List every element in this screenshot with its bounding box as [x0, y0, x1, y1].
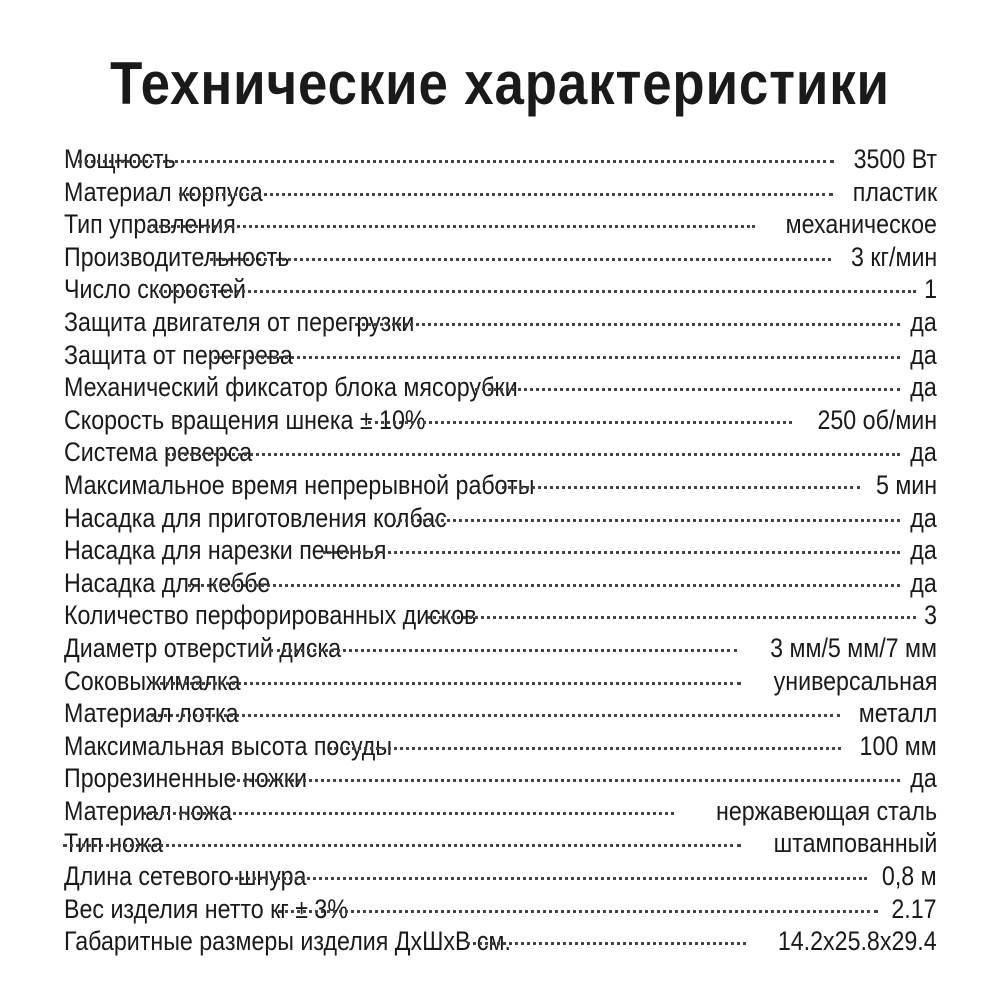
spec-row	[64, 860, 937, 893]
dot-leader	[323, 551, 901, 554]
spec-list	[64, 143, 937, 958]
spec-value: да	[910, 372, 937, 403]
dot-leader	[179, 193, 833, 196]
spec-row	[64, 371, 937, 404]
spec-value: 3 мм/5 мм/7 мм	[770, 632, 937, 663]
spec-label: Материал корпуса	[64, 176, 263, 207]
spec-row	[64, 306, 937, 339]
spec-value: 250 об/мин	[817, 404, 937, 435]
spec-row	[64, 697, 937, 730]
spec-value: 3 кг/мин	[850, 241, 937, 272]
spec-value: универсальная	[773, 665, 937, 696]
dot-leader	[151, 714, 840, 717]
spec-value: нержавеющая сталь	[715, 795, 937, 826]
spec-label: Защита от перегрева	[64, 339, 293, 370]
dot-leader	[329, 747, 841, 750]
dot-leader	[278, 910, 878, 913]
spec-row	[64, 469, 937, 502]
spec-label: Механический фиксатор блока мясорубки	[64, 372, 518, 403]
spec-row	[64, 893, 937, 926]
spec-label: Габаритные размеры изделия ДхШхВ см.	[64, 926, 511, 957]
dot-leader	[148, 225, 756, 228]
dot-leader	[355, 323, 900, 326]
dot-leader	[270, 649, 737, 652]
spec-value: 2.17	[891, 893, 937, 924]
spec-row	[64, 762, 937, 795]
spec-label: Количество перфорированных дисков	[64, 600, 477, 631]
spec-label: Максимальное время непрерывной работы	[64, 469, 535, 500]
dot-leader	[230, 877, 868, 880]
spec-value: да	[910, 535, 937, 566]
spec-value: 5 мин	[875, 469, 937, 500]
spec-row	[64, 273, 937, 306]
spec-row	[64, 436, 937, 469]
dot-leader	[153, 682, 740, 685]
spec-label: Скорость вращения шнека ± 10%	[64, 404, 426, 435]
spec-value: да	[910, 437, 937, 468]
spec-row	[64, 567, 937, 600]
spec-row	[64, 632, 937, 665]
spec-label: Материал ножа	[64, 795, 233, 826]
spec-row	[64, 339, 937, 372]
spec-row	[64, 730, 937, 763]
spec-label: Прорезиненные ножки	[64, 763, 308, 794]
spec-value: да	[910, 339, 937, 370]
spec-row	[64, 143, 937, 176]
spec-value: да	[910, 502, 937, 533]
spec-label: Длина сетевого шнура	[64, 861, 307, 892]
dot-leader	[159, 290, 916, 293]
spec-row	[64, 925, 937, 958]
spec-label: Насадка для приготовления колбас	[64, 502, 447, 533]
spec-row	[64, 208, 937, 241]
spec-label: Число скоростей	[64, 274, 246, 305]
spec-row	[64, 599, 937, 632]
spec-value: да	[910, 763, 937, 794]
spec-label: Производительность	[64, 241, 290, 272]
spec-value: механическое	[785, 209, 937, 240]
dot-leader	[475, 388, 900, 391]
page-title: Технические характеристики	[110, 50, 890, 117]
spec-value: да	[910, 306, 937, 337]
spec-label: Вес изделия нетто кг ± 3%	[64, 893, 348, 924]
spec-value: металл	[858, 698, 937, 729]
spec-label: Мощность	[64, 144, 176, 174]
spec-value: 100 мм	[859, 730, 937, 761]
spec-value: 0,8 м	[882, 861, 937, 892]
spec-row	[64, 827, 937, 860]
dot-leader	[143, 812, 674, 815]
spec-label: Насадка для нарезки печенья	[64, 535, 387, 566]
spec-label: Система реверса	[64, 437, 253, 468]
dot-leader	[467, 942, 746, 945]
spec-label: Тип управления	[64, 209, 236, 240]
dot-leader	[427, 616, 916, 619]
spec-label: Насадка для кеббе	[64, 567, 271, 598]
spec-row	[64, 534, 937, 567]
spec-row	[64, 502, 937, 535]
dot-leader	[78, 160, 834, 163]
dot-leader	[214, 356, 900, 359]
dot-leader	[230, 779, 900, 782]
dot-leader	[393, 519, 900, 522]
spec-label: Соковыжималка	[64, 665, 241, 696]
spec-label: Максимальная высота посуды	[64, 730, 393, 761]
spec-value: 3	[924, 600, 937, 631]
spec-row	[64, 795, 937, 828]
spec-value: пластик	[852, 176, 937, 207]
spec-label: Тип ножа	[64, 828, 164, 859]
spec-value: 14.2х25.8х29.4	[778, 926, 937, 957]
spec-label: Материал лотка	[64, 698, 239, 729]
spec-value: 1	[924, 274, 937, 305]
spec-row	[64, 241, 937, 274]
spec-value: 3500 Вт	[853, 144, 937, 174]
dot-leader	[210, 258, 831, 261]
spec-row	[64, 665, 937, 698]
dot-leader	[63, 844, 741, 847]
spec-value: штампованный	[773, 828, 937, 859]
dot-leader	[368, 421, 792, 424]
spec-row	[64, 176, 937, 209]
dot-leader	[188, 584, 901, 587]
spec-label: Диаметр отверстий диска	[64, 632, 342, 663]
dot-leader	[495, 486, 860, 489]
dot-leader	[167, 453, 901, 456]
spec-value: да	[910, 567, 937, 598]
spec-row	[64, 404, 937, 437]
spec-label: Защита двигателя от перегрузки	[64, 306, 415, 337]
